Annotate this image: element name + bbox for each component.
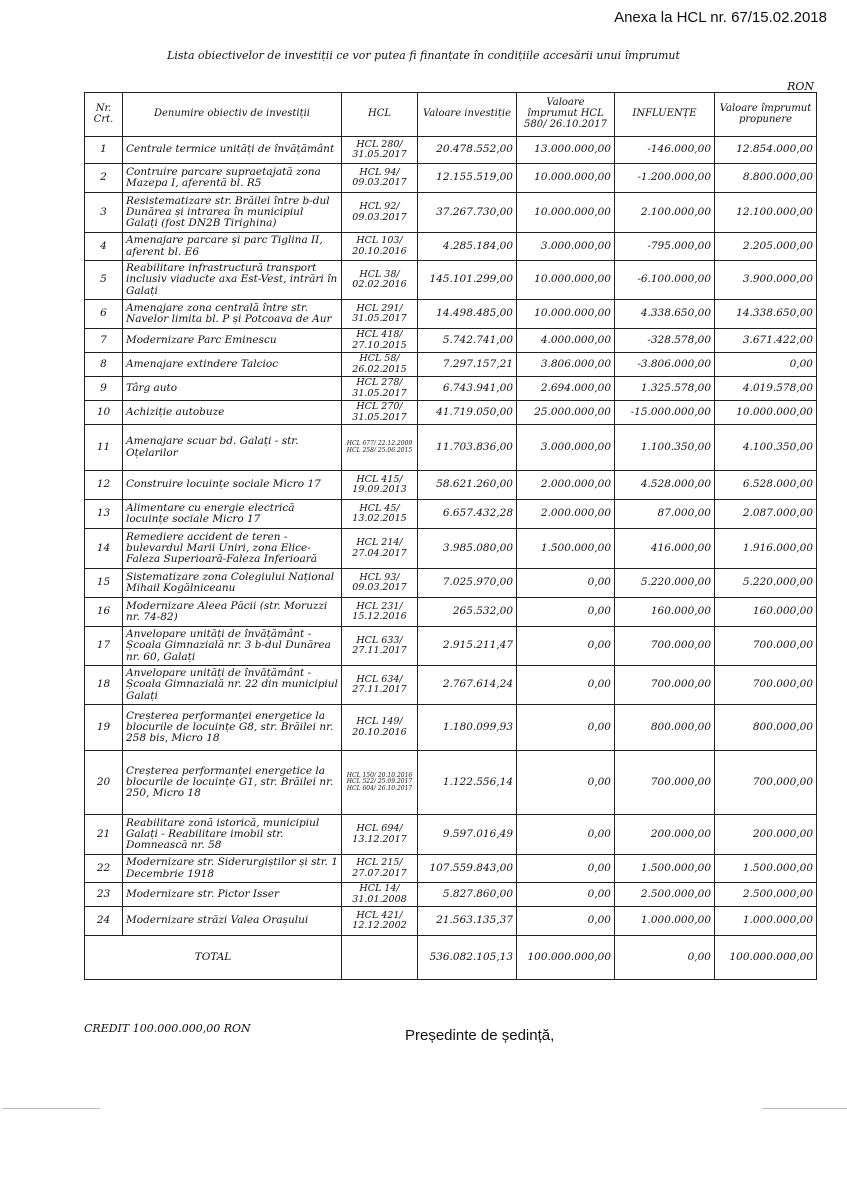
- total-row: [85, 936, 817, 980]
- objective-name: Amenajare zona centrală între str. Navelor limita bl. P și Potcoava de Aur: [123, 300, 342, 329]
- row-number: 7: [85, 329, 123, 353]
- investment-value: 1.122.556,14: [418, 751, 517, 815]
- loan-value: 3.806.000,00: [517, 353, 615, 377]
- table-row: [85, 401, 817, 425]
- loan-value: 0,00: [517, 627, 615, 666]
- credit-note: CREDIT 100.000.000,00 RON: [84, 1022, 251, 1035]
- row-number: 2: [85, 164, 123, 193]
- proposed-loan-value: 200.000,00: [715, 815, 817, 855]
- row-number: 11: [85, 425, 123, 471]
- table-row: [85, 329, 817, 353]
- loan-value: 13.000.000,00: [517, 137, 615, 164]
- total-label: TOTAL: [85, 936, 342, 980]
- hcl-reference: HCL 415/ 19.09.2013: [342, 471, 418, 500]
- hcl-reference: HCL 280/ 31.05.2017: [342, 137, 418, 164]
- influence-value: 1.000.000,00: [615, 907, 715, 936]
- objective-name: Anvelopare unități de învățământ - Școala Gimnazială nr. 3 b-dul Dunărea nr. 60, Galați: [123, 627, 342, 666]
- hcl-reference: HCL 421/ 12.12.2002: [342, 907, 418, 936]
- table-row: [85, 751, 817, 815]
- row-number: 1: [85, 137, 123, 164]
- table-row: [85, 907, 817, 936]
- table-row: [85, 261, 817, 300]
- table-row: [85, 164, 817, 193]
- row-number: 5: [85, 261, 123, 300]
- row-number: 21: [85, 815, 123, 855]
- proposed-loan-value: 8.800.000,00: [715, 164, 817, 193]
- hcl-reference: HCL 149/ 20.10.2016: [342, 705, 418, 751]
- proposed-loan-value: 800.000,00: [715, 705, 817, 751]
- hcl-reference: HCL 94/ 09.03.2017: [342, 164, 418, 193]
- president-signature-label: Președinte de ședință,: [405, 1027, 555, 1044]
- investment-value: 145.101.299,00: [418, 261, 517, 300]
- loan-value: 10.000.000,00: [517, 261, 615, 300]
- total-hcl: [342, 936, 418, 980]
- table-row: [85, 471, 817, 500]
- loan-value: 0,00: [517, 883, 615, 907]
- currency-label: RON: [787, 80, 814, 93]
- influence-value: 700.000,00: [615, 666, 715, 705]
- investment-value: 2.915.211,47: [418, 627, 517, 666]
- loan-value: 10.000.000,00: [517, 164, 615, 193]
- header-loan: Valoare împrumut HCL 580/ 26.10.2017: [517, 93, 615, 137]
- hcl-reference: HCL 14/ 31.01.2008: [342, 883, 418, 907]
- objective-name: Construire locuințe sociale Micro 17: [123, 471, 342, 500]
- proposed-loan-value: 10.000.000,00: [715, 401, 817, 425]
- hcl-reference: HCL 633/ 27.11.2017: [342, 627, 418, 666]
- proposed-loan-value: 160.000,00: [715, 598, 817, 627]
- influence-value: -3.806.000,00: [615, 353, 715, 377]
- proposed-loan-value: 1.916.000,00: [715, 529, 817, 569]
- objective-name: Achiziție autobuze: [123, 401, 342, 425]
- row-number: 18: [85, 666, 123, 705]
- loan-value: 3.000.000,00: [517, 425, 615, 471]
- investment-value: 6.743.941,00: [418, 377, 517, 401]
- document-title: Lista obiectivelor de investiții ce vor putea fi finanțate în condițiile accesării unui împrumut: [167, 49, 680, 62]
- objective-name: Reabilitare infrastructură transport inclusiv viaducte axa Est-Vest, intrări în Galați: [123, 261, 342, 300]
- influence-value: 2.100.000,00: [615, 193, 715, 233]
- influence-value: 5.220.000,00: [615, 569, 715, 598]
- table-row: [85, 569, 817, 598]
- row-number: 9: [85, 377, 123, 401]
- influence-value: 1.325.578,00: [615, 377, 715, 401]
- annex-header: Anexa la HCL nr. 67/15.02.2018: [614, 9, 827, 26]
- loan-value: 2.000.000,00: [517, 471, 615, 500]
- influence-value: -1.200.000,00: [615, 164, 715, 193]
- row-number: 20: [85, 751, 123, 815]
- loan-value: 2.000.000,00: [517, 500, 615, 529]
- influence-value: -328.578,00: [615, 329, 715, 353]
- objective-name: Remediere accident de teren - bulevardul Marii Uniri, zona Elice-Faleza Superioară-Faleza Inferioară: [123, 529, 342, 569]
- proposed-loan-value: 3.671.422,00: [715, 329, 817, 353]
- influence-value: -795.000,00: [615, 233, 715, 261]
- proposed-loan-value: 1.000.000,00: [715, 907, 817, 936]
- table-row: [85, 137, 817, 164]
- hcl-reference: HCL 270/ 31.05.2017: [342, 401, 418, 425]
- influence-value: -6.100.000,00: [615, 261, 715, 300]
- investment-value: 7.025.970,00: [418, 569, 517, 598]
- table-row: [85, 233, 817, 261]
- influence-value: 4.338.650,00: [615, 300, 715, 329]
- influence-value: 87.000,00: [615, 500, 715, 529]
- proposed-loan-value: 3.900.000,00: [715, 261, 817, 300]
- investment-value: 58.621.260,00: [418, 471, 517, 500]
- proposed-loan-value: 12.100.000,00: [715, 193, 817, 233]
- influence-value: 1.100.350,00: [615, 425, 715, 471]
- proposed-loan-value: 2.500.000,00: [715, 883, 817, 907]
- investment-value: 265.532,00: [418, 598, 517, 627]
- proposed-loan-value: 6.528.000,00: [715, 471, 817, 500]
- table-row: [85, 377, 817, 401]
- investment-value: 9.597.016,49: [418, 815, 517, 855]
- proposed-loan-value: 12.854.000,00: [715, 137, 817, 164]
- hcl-reference: HCL 231/ 15.12.2016: [342, 598, 418, 627]
- loan-value: 0,00: [517, 815, 615, 855]
- influence-value: 700.000,00: [615, 627, 715, 666]
- investment-value: 6.657.432,28: [418, 500, 517, 529]
- proposed-loan-value: 700.000,00: [715, 751, 817, 815]
- row-number: 13: [85, 500, 123, 529]
- table-row: [85, 627, 817, 666]
- row-number: 19: [85, 705, 123, 751]
- table-row: [85, 300, 817, 329]
- objective-name: Modernizare str. Pictor Isser: [123, 883, 342, 907]
- table-row: [85, 193, 817, 233]
- investment-value: 7.297.157,21: [418, 353, 517, 377]
- objective-name: Amenajare parcare și parc Tiglina II, aferent bl. E6: [123, 233, 342, 261]
- table-row: [85, 598, 817, 627]
- proposed-loan-value: 700.000,00: [715, 666, 817, 705]
- table-row: [85, 815, 817, 855]
- investment-value: 11.703.836,00: [418, 425, 517, 471]
- objective-name: Alimentare cu energie electrică locuințe sociale Micro 17: [123, 500, 342, 529]
- loan-value: 0,00: [517, 907, 615, 936]
- table-header-row: [85, 93, 817, 137]
- row-number: 24: [85, 907, 123, 936]
- divider-left: [2, 1108, 100, 1109]
- row-number: 14: [85, 529, 123, 569]
- row-number: 22: [85, 855, 123, 883]
- row-number: 8: [85, 353, 123, 377]
- objective-name: Creșterea performanței energetice la blocurile de locuințe G1, str. Brăilei nr. 250, Micro 18: [123, 751, 342, 815]
- total-proposal: 100.000.000,00: [715, 936, 817, 980]
- proposed-loan-value: 14.338.650,00: [715, 300, 817, 329]
- loan-value: 0,00: [517, 751, 615, 815]
- row-number: 6: [85, 300, 123, 329]
- divider-right: [762, 1108, 847, 1109]
- loan-value: 3.000.000,00: [517, 233, 615, 261]
- header-nr: Nr. Crt.: [85, 93, 123, 137]
- table-row: [85, 500, 817, 529]
- proposed-loan-value: 2.205.000,00: [715, 233, 817, 261]
- investment-table: [84, 92, 817, 980]
- investment-value: 107.559.843,00: [418, 855, 517, 883]
- loan-value: 0,00: [517, 598, 615, 627]
- influence-value: 1.500.000,00: [615, 855, 715, 883]
- table-row: [85, 425, 817, 471]
- influence-value: 416.000,00: [615, 529, 715, 569]
- influence-value: 2.500.000,00: [615, 883, 715, 907]
- objective-name: Modernizare străzi Valea Orașului: [123, 907, 342, 936]
- influence-value: 800.000,00: [615, 705, 715, 751]
- hcl-reference: HCL 38/ 02.02.2016: [342, 261, 418, 300]
- table-row: [85, 705, 817, 751]
- table-row: [85, 353, 817, 377]
- objective-name: Târg auto: [123, 377, 342, 401]
- loan-value: 10.000.000,00: [517, 300, 615, 329]
- hcl-reference: HCL 418/ 27.10.2015: [342, 329, 418, 353]
- objective-name: Resistematizare str. Brăilei între b-dul Dunărea și intrarea în municipiul Galați (fost DN2B Tirighina): [123, 193, 342, 233]
- influence-value: 160.000,00: [615, 598, 715, 627]
- proposed-loan-value: 1.500.000,00: [715, 855, 817, 883]
- influence-value: 700.000,00: [615, 751, 715, 815]
- objective-name: Modernizare Parc Eminescu: [123, 329, 342, 353]
- total-loan: 100.000.000,00: [517, 936, 615, 980]
- header-proposal: Valoare împrumut propunere: [715, 93, 817, 137]
- influence-value: 200.000,00: [615, 815, 715, 855]
- row-number: 3: [85, 193, 123, 233]
- hcl-reference: HCL 58/ 26.02.2015: [342, 353, 418, 377]
- hcl-reference: HCL 93/ 09.03.2017: [342, 569, 418, 598]
- hcl-reference: HCL 150/ 20.10.2016 HCL 522/ 25.09.2017 HCL 604/ 26.10.2017: [342, 751, 418, 815]
- hcl-reference: HCL 694/ 13.12.2017: [342, 815, 418, 855]
- investment-value: 21.563.135,37: [418, 907, 517, 936]
- row-number: 23: [85, 883, 123, 907]
- hcl-reference: HCL 291/ 31.05.2017: [342, 300, 418, 329]
- total-value: 536.082.105,13: [418, 936, 517, 980]
- objective-name: Creșterea performanței energetice la blocurile de locuințe G8, str. Brăilei nr. 258 bis, Micro 18: [123, 705, 342, 751]
- investment-value: 5.827.860,00: [418, 883, 517, 907]
- header-name: Denumire obiectiv de investiții: [123, 93, 342, 137]
- objective-name: Modernizare Aleea Păcii (str. Moruzzi nr. 74-82): [123, 598, 342, 627]
- investment-value: 3.985.080,00: [418, 529, 517, 569]
- table-row: [85, 855, 817, 883]
- investment-value: 37.267.730,00: [418, 193, 517, 233]
- investment-value: 20.478.552,00: [418, 137, 517, 164]
- hcl-reference: HCL 677/ 22.12.2009 HCL 258/ 25.06.2015: [342, 425, 418, 471]
- influence-value: -146.000,00: [615, 137, 715, 164]
- loan-value: 0,00: [517, 855, 615, 883]
- loan-value: 0,00: [517, 666, 615, 705]
- proposed-loan-value: 5.220.000,00: [715, 569, 817, 598]
- investment-value: 4.285.184,00: [418, 233, 517, 261]
- row-number: 10: [85, 401, 123, 425]
- proposed-loan-value: 4.019.578,00: [715, 377, 817, 401]
- row-number: 12: [85, 471, 123, 500]
- row-number: 15: [85, 569, 123, 598]
- investment-value: 5.742.741,00: [418, 329, 517, 353]
- objective-name: Amenajare extindere Talcioc: [123, 353, 342, 377]
- loan-value: 0,00: [517, 705, 615, 751]
- loan-value: 1.500.000,00: [517, 529, 615, 569]
- influence-value: -15.000.000,00: [615, 401, 715, 425]
- row-number: 17: [85, 627, 123, 666]
- objective-name: Amenajare scuar bd. Galați - str. Oțelarilor: [123, 425, 342, 471]
- hcl-reference: HCL 634/ 27.11.2017: [342, 666, 418, 705]
- investment-value: 1.180.099,93: [418, 705, 517, 751]
- proposed-loan-value: 700.000,00: [715, 627, 817, 666]
- header-influences: INFLUENȚE: [615, 93, 715, 137]
- proposed-loan-value: 4.100.350,00: [715, 425, 817, 471]
- loan-value: 2.694.000,00: [517, 377, 615, 401]
- influence-value: 4.528.000,00: [615, 471, 715, 500]
- objective-name: Sistematizare zona Colegiului Național Mihail Kogălniceanu: [123, 569, 342, 598]
- objective-name: Modernizare str. Siderurgiștilor și str. 1 Decembrie 1918: [123, 855, 342, 883]
- proposed-loan-value: 2.087.000,00: [715, 500, 817, 529]
- table-row: [85, 883, 817, 907]
- table-row: [85, 529, 817, 569]
- hcl-reference: HCL 45/ 13.02.2015: [342, 500, 418, 529]
- header-hcl: HCL: [342, 93, 418, 137]
- loan-value: 25.000.000,00: [517, 401, 615, 425]
- hcl-reference: HCL 278/ 31.05.2017: [342, 377, 418, 401]
- row-number: 4: [85, 233, 123, 261]
- table-row: [85, 666, 817, 705]
- hcl-reference: HCL 92/ 09.03.2017: [342, 193, 418, 233]
- header-value: Valoare investiție: [418, 93, 517, 137]
- investment-value: 12.155.519,00: [418, 164, 517, 193]
- hcl-reference: HCL 214/ 27.04.2017: [342, 529, 418, 569]
- hcl-reference: HCL 103/ 20.10.2016: [342, 233, 418, 261]
- total-influences: 0,00: [615, 936, 715, 980]
- objective-name: Centrale termice unități de învățământ: [123, 137, 342, 164]
- proposed-loan-value: 0,00: [715, 353, 817, 377]
- investment-value: 2.767.614,24: [418, 666, 517, 705]
- objective-name: Contruire parcare supraetajată zona Mazepa I, aferentă bl. R5: [123, 164, 342, 193]
- row-number: 16: [85, 598, 123, 627]
- loan-value: 10.000.000,00: [517, 193, 615, 233]
- hcl-reference: HCL 215/ 27.07.2017: [342, 855, 418, 883]
- investment-value: 14.498.485,00: [418, 300, 517, 329]
- loan-value: 4.000.000,00: [517, 329, 615, 353]
- objective-name: Anvelopare unități de învățământ - Școala Gimnazială nr. 22 din municipiul Galați: [123, 666, 342, 705]
- objective-name: Reabilitare zonă istorică, municipiul Galați - Reabilitare imobil str. Domnească nr. 58: [123, 815, 342, 855]
- loan-value: 0,00: [517, 569, 615, 598]
- investment-value: 41.719.050,00: [418, 401, 517, 425]
